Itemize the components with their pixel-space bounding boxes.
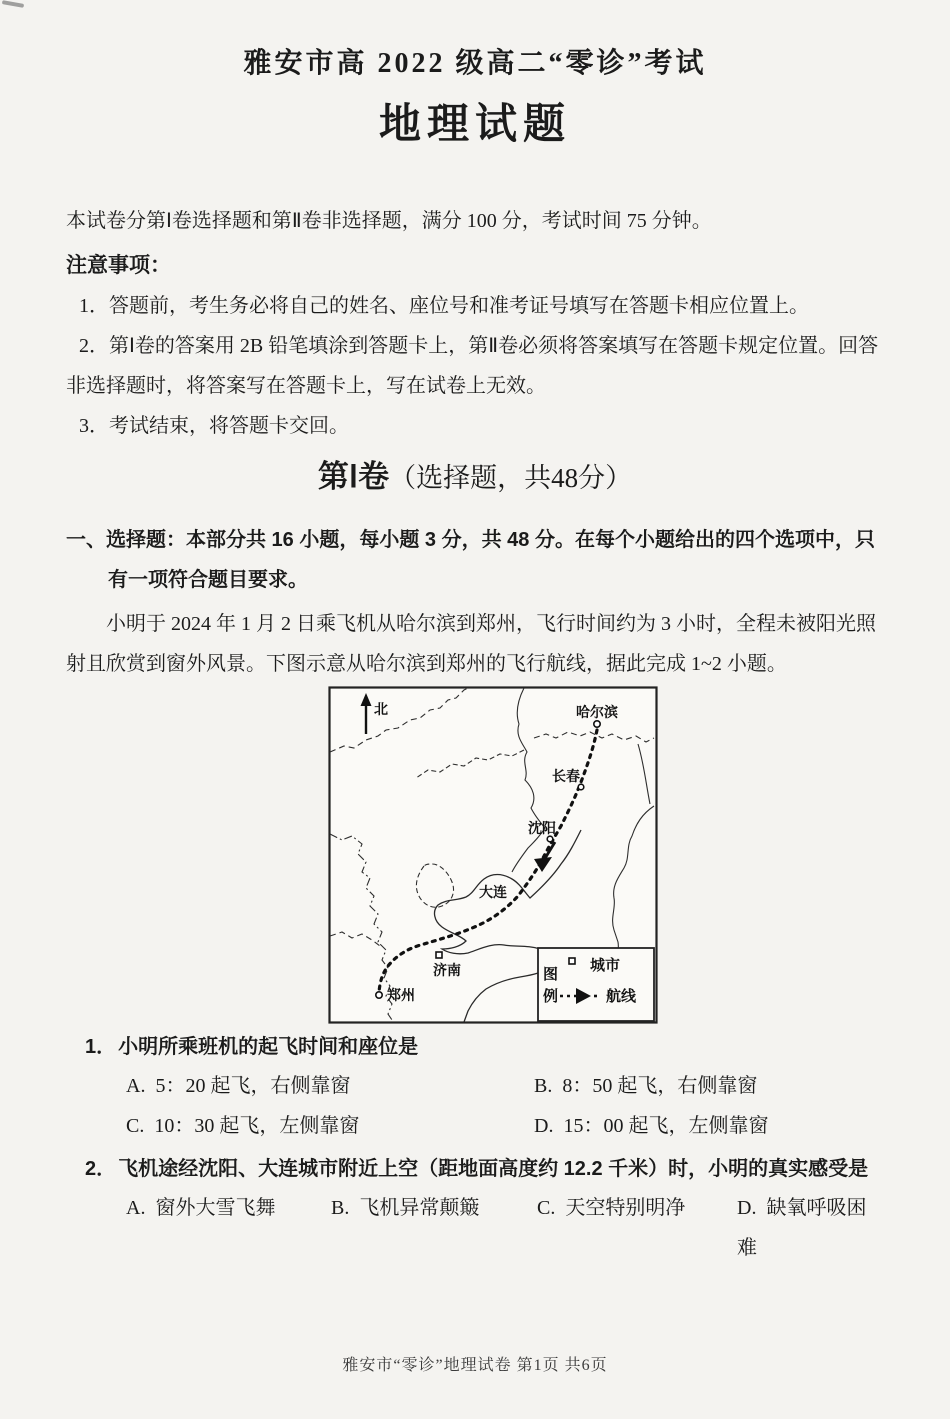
north-label: 北: [374, 703, 388, 718]
subject-title: 地理试题: [378, 100, 571, 147]
question-2-text: 飞机途经沈阳、大连城市附近上空（距地面高度约 12.2 千米）时，小明的真实感受是: [118, 1158, 869, 1180]
question-1-option-a: [126, 1066, 534, 1106]
city-marker-harbin: [594, 721, 600, 727]
question-2-stem: [85, 1150, 884, 1188]
option-label: C.: [126, 1115, 145, 1137]
option-text: 10：30 起飞，左侧靠窗: [154, 1115, 360, 1137]
question-1-stem: [85, 1028, 884, 1066]
option-text: 5：20 起飞，右侧靠窗: [155, 1075, 351, 1097]
question-1-option-b: [534, 1066, 884, 1106]
page-footer: 雅安市“零诊”地理试卷 第1页 共6页: [342, 1357, 608, 1374]
section-volume: 第Ⅰ卷: [317, 459, 390, 494]
question-2-option-c: [537, 1188, 737, 1268]
city-label-changchun: 长春: [552, 770, 580, 785]
section-subtitle: （选择题，共48分）: [389, 463, 633, 493]
option-label: B.: [331, 1197, 350, 1219]
option-text: 天空特别明净: [565, 1197, 686, 1219]
option-text: 8：50 起飞，右侧靠窗: [562, 1075, 758, 1097]
option-label: D.: [534, 1115, 554, 1137]
notice-heading: 注意事项：: [66, 254, 171, 277]
notice-item-3: 3．考试结束，将答题卡交回。: [79, 415, 349, 437]
question-1-option-d: [534, 1106, 884, 1146]
question-1-number: 1．: [85, 1036, 117, 1058]
legend-title-char-2: 例: [543, 989, 559, 1005]
city-label-harbin: 哈尔滨: [576, 706, 618, 721]
legend-city-label: 城市: [590, 958, 621, 974]
city-label-jinan: 济南: [433, 964, 461, 979]
legend-title-char-1: 图: [543, 967, 559, 983]
option-label: C.: [537, 1197, 556, 1219]
flight-route-map: [328, 686, 658, 1024]
option-text: 缺氧呼吸困难: [737, 1197, 867, 1259]
city-marker-jinan: [436, 952, 442, 958]
question-2-option-a: [126, 1188, 331, 1268]
flight-route-map-svg: [328, 686, 658, 1024]
question-2-number: 2．: [85, 1158, 117, 1180]
option-text: 窗外大雪飞舞: [155, 1197, 276, 1219]
exam-info-line: 本试卷分第Ⅰ卷选择题和第Ⅱ卷非选择题，满分 100 分，考试时间 75 分钟。: [66, 210, 712, 232]
city-label-dalian: 大连: [479, 886, 507, 901]
city-marker-changchun: [578, 784, 584, 790]
question-1-options: [126, 1066, 884, 1146]
legend-route-label: 航线: [606, 989, 637, 1005]
city-label-zhengzhou: 郑州: [387, 989, 415, 1004]
option-label: A.: [126, 1197, 146, 1219]
option-label: D.: [737, 1197, 757, 1219]
city-label-shenyang: 沈阳: [528, 822, 556, 837]
question-2-option-b: [331, 1188, 537, 1268]
question-2-option-d: [737, 1188, 884, 1268]
option-text: 15：00 起飞，左侧靠窗: [563, 1115, 769, 1137]
question-1: [66, 1028, 884, 1146]
question-2-options: [126, 1188, 884, 1268]
option-label: A.: [126, 1075, 146, 1097]
question-1-text: 小明所乘班机的起飞时间和座位是: [118, 1036, 419, 1058]
section-heading: [66, 452, 884, 508]
notice-item-1: 1．答题前，考生务必将自己的姓名、座位号和准考证号填写在答题卡相应位置上。: [79, 295, 809, 317]
map-legend: [538, 948, 654, 1021]
city-marker-zhengzhou: [376, 992, 382, 998]
question-1-option-c: [126, 1106, 534, 1146]
legend-city-marker: [569, 958, 575, 964]
city-marker-shenyang: [547, 836, 553, 842]
option-text: 飞机异常颠簸: [359, 1197, 480, 1219]
notice-item-2: 2．第Ⅰ卷的答案用 2B 铅笔填涂到答题卡上，第Ⅱ卷必须将答案填写在答题卡规定位置。回答非选择题时，将答案写在答题卡上，写在试卷上无效。: [66, 335, 879, 397]
exam-title: 雅安市高 2022 级高二“零诊”考试: [243, 48, 707, 79]
question-2: [66, 1150, 884, 1268]
option-label: B.: [534, 1075, 553, 1097]
question-passage: 小明于 2024 年 1 月 2 日乘飞机从哈尔滨到郑州，飞行时间约为 3 小时，全程未被阳光照射且欣赏到窗外风景。下图示意从哈尔滨到郑州的飞行航线，据此完成 1~2 小题。: [66, 613, 876, 675]
section-directions: 一、选择题：本部分共 16 小题，每小题 3 分，共 48 分。在每个小题给出的四个选项中，只有一项符合题目要求。: [66, 529, 875, 591]
